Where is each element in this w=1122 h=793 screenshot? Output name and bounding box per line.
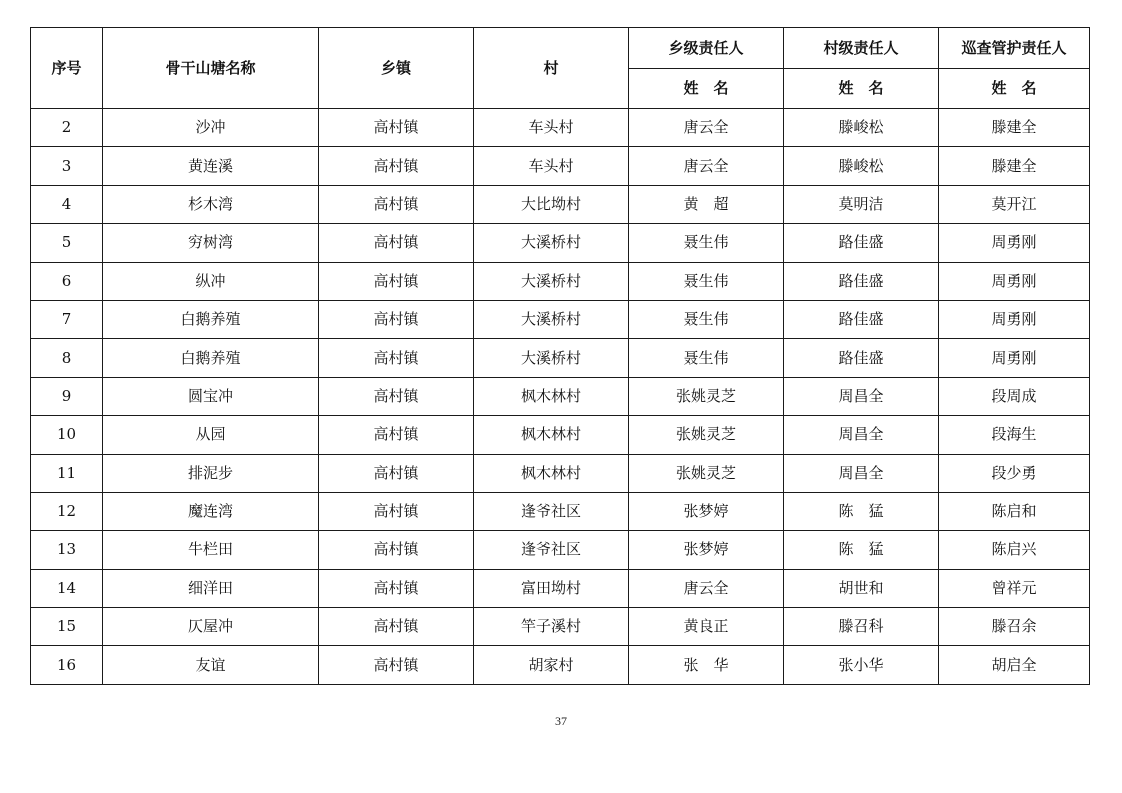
cell-village-responsible: 路佳盛 (784, 300, 939, 338)
pond-responsibility-table (30, 27, 1090, 685)
cell-patrol-responsible: 滕建全 (939, 109, 1090, 147)
cell-village: 大溪桥村 (474, 262, 629, 300)
cell-seq: 12 (31, 492, 103, 530)
cell-town: 高村镇 (319, 224, 474, 262)
header-village-responsible: 村级责任人 (784, 28, 939, 69)
cell-seq: 13 (31, 531, 103, 569)
cell-pond-name: 圆宝冲 (103, 377, 319, 415)
table-row (31, 147, 1090, 185)
cell-village-responsible: 路佳盛 (784, 262, 939, 300)
cell-pond-name: 仄屋冲 (103, 608, 319, 646)
cell-village-responsible: 滕峻松 (784, 147, 939, 185)
cell-town-responsible: 张姚灵芝 (629, 454, 784, 492)
cell-village: 枫木林村 (474, 416, 629, 454)
cell-patrol-responsible: 段周成 (939, 377, 1090, 415)
table-row (31, 569, 1090, 607)
cell-seq: 10 (31, 416, 103, 454)
cell-village: 逢爷社区 (474, 492, 629, 530)
table-row (31, 300, 1090, 338)
cell-pond-name: 排泥步 (103, 454, 319, 492)
cell-town: 高村镇 (319, 185, 474, 223)
cell-patrol-responsible: 曾祥元 (939, 569, 1090, 607)
cell-town: 高村镇 (319, 416, 474, 454)
cell-town: 高村镇 (319, 147, 474, 185)
cell-town-responsible: 张姚灵芝 (629, 416, 784, 454)
cell-town: 高村镇 (319, 569, 474, 607)
cell-village: 竿子溪村 (474, 608, 629, 646)
page-number: 37 (555, 714, 567, 728)
cell-town-responsible: 黄 超 (629, 185, 784, 223)
cell-village-responsible: 路佳盛 (784, 224, 939, 262)
table-row (31, 492, 1090, 530)
cell-pond-name: 牛栏田 (103, 531, 319, 569)
header-name-label: 姓 名 (629, 69, 784, 109)
cell-town: 高村镇 (319, 608, 474, 646)
header-seq: 序号 (31, 28, 103, 109)
cell-village-responsible: 周昌全 (784, 377, 939, 415)
table-row (31, 339, 1090, 377)
cell-town-responsible: 聂生伟 (629, 300, 784, 338)
cell-town-responsible: 聂生伟 (629, 224, 784, 262)
header-town-responsible: 乡级责任人 (629, 28, 784, 69)
cell-patrol-responsible: 陈启和 (939, 492, 1090, 530)
cell-town-responsible: 唐云全 (629, 109, 784, 147)
cell-village-responsible: 莫明洁 (784, 185, 939, 223)
cell-pond-name: 白鹅养殖 (103, 339, 319, 377)
table-row (31, 377, 1090, 415)
cell-town: 高村镇 (319, 454, 474, 492)
cell-town: 高村镇 (319, 646, 474, 684)
cell-pond-name: 穷树湾 (103, 224, 319, 262)
table-row (31, 454, 1090, 492)
table-row (31, 262, 1090, 300)
cell-village-responsible: 滕峻松 (784, 109, 939, 147)
cell-patrol-responsible: 周勇刚 (939, 224, 1090, 262)
cell-town: 高村镇 (319, 339, 474, 377)
cell-village: 胡家村 (474, 646, 629, 684)
header-town: 乡镇 (319, 28, 474, 109)
cell-patrol-responsible: 周勇刚 (939, 262, 1090, 300)
cell-village-responsible: 滕召科 (784, 608, 939, 646)
table-row (31, 109, 1090, 147)
cell-seq: 15 (31, 608, 103, 646)
cell-village-responsible: 周昌全 (784, 416, 939, 454)
cell-town-responsible: 唐云全 (629, 147, 784, 185)
cell-seq: 7 (31, 300, 103, 338)
header-name-label: 姓 名 (939, 69, 1090, 109)
cell-pond-name: 纵冲 (103, 262, 319, 300)
cell-village: 车头村 (474, 147, 629, 185)
table-row (31, 531, 1090, 569)
cell-village: 大溪桥村 (474, 224, 629, 262)
cell-village-responsible: 胡世和 (784, 569, 939, 607)
cell-patrol-responsible: 陈启兴 (939, 531, 1090, 569)
cell-pond-name: 沙冲 (103, 109, 319, 147)
cell-pond-name: 魔连湾 (103, 492, 319, 530)
cell-village: 枫木林村 (474, 377, 629, 415)
cell-pond-name: 黄连溪 (103, 147, 319, 185)
table-row (31, 224, 1090, 262)
cell-pond-name: 白鹅养殖 (103, 300, 319, 338)
cell-seq: 9 (31, 377, 103, 415)
cell-town: 高村镇 (319, 300, 474, 338)
cell-patrol-responsible: 段少勇 (939, 454, 1090, 492)
cell-pond-name: 从园 (103, 416, 319, 454)
cell-village: 车头村 (474, 109, 629, 147)
cell-village-responsible: 周昌全 (784, 454, 939, 492)
header-village: 村 (474, 28, 629, 109)
cell-seq: 16 (31, 646, 103, 684)
cell-town: 高村镇 (319, 262, 474, 300)
cell-village-responsible: 陈 猛 (784, 531, 939, 569)
cell-pond-name: 杉木湾 (103, 185, 319, 223)
cell-town-responsible: 张梦婷 (629, 492, 784, 530)
cell-pond-name: 细洋田 (103, 569, 319, 607)
cell-patrol-responsible: 周勇刚 (939, 339, 1090, 377)
cell-village: 枫木林村 (474, 454, 629, 492)
cell-patrol-responsible: 莫开江 (939, 185, 1090, 223)
header-pond-name: 骨干山塘名称 (103, 28, 319, 109)
cell-seq: 8 (31, 339, 103, 377)
table-row (31, 185, 1090, 223)
cell-town-responsible: 聂生伟 (629, 262, 784, 300)
cell-town-responsible: 张姚灵芝 (629, 377, 784, 415)
cell-town-responsible: 黄良正 (629, 608, 784, 646)
cell-town: 高村镇 (319, 492, 474, 530)
cell-seq: 11 (31, 454, 103, 492)
cell-town: 高村镇 (319, 377, 474, 415)
cell-seq: 4 (31, 185, 103, 223)
table-row (31, 608, 1090, 646)
cell-patrol-responsible: 周勇刚 (939, 300, 1090, 338)
header-name-label: 姓 名 (784, 69, 939, 109)
cell-patrol-responsible: 胡启全 (939, 646, 1090, 684)
cell-town-responsible: 张 华 (629, 646, 784, 684)
cell-village: 大溪桥村 (474, 300, 629, 338)
table-row (31, 416, 1090, 454)
header-row (31, 28, 1090, 69)
cell-village: 大溪桥村 (474, 339, 629, 377)
cell-village-responsible: 张小华 (784, 646, 939, 684)
cell-patrol-responsible: 滕召余 (939, 608, 1090, 646)
cell-patrol-responsible: 段海生 (939, 416, 1090, 454)
cell-seq: 14 (31, 569, 103, 607)
cell-pond-name: 友谊 (103, 646, 319, 684)
cell-town: 高村镇 (319, 531, 474, 569)
header-patrol-responsible: 巡查管护责任人 (939, 28, 1090, 69)
cell-village-responsible: 陈 猛 (784, 492, 939, 530)
cell-village: 富田坳村 (474, 569, 629, 607)
cell-seq: 5 (31, 224, 103, 262)
cell-village: 大比坳村 (474, 185, 629, 223)
cell-village-responsible: 路佳盛 (784, 339, 939, 377)
cell-town-responsible: 张梦婷 (629, 531, 784, 569)
cell-seq: 2 (31, 109, 103, 147)
table-body (31, 109, 1090, 685)
cell-seq: 6 (31, 262, 103, 300)
cell-town-responsible: 聂生伟 (629, 339, 784, 377)
cell-seq: 3 (31, 147, 103, 185)
table-row (31, 646, 1090, 684)
cell-town-responsible: 唐云全 (629, 569, 784, 607)
cell-patrol-responsible: 滕建全 (939, 147, 1090, 185)
cell-town: 高村镇 (319, 109, 474, 147)
cell-village: 逢爷社区 (474, 531, 629, 569)
